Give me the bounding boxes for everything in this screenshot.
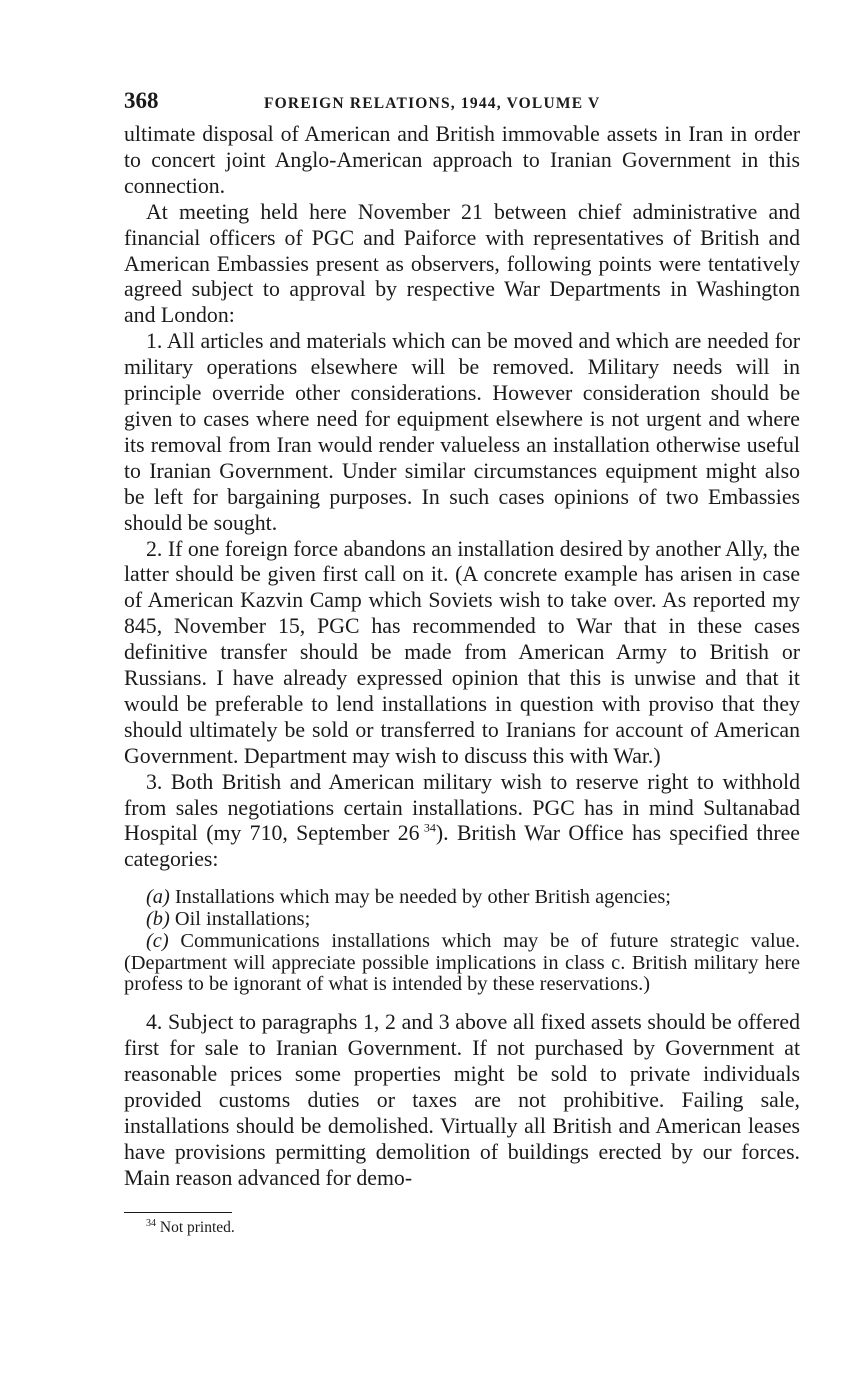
category-label: (a): [146, 886, 170, 909]
category-label: (c): [146, 929, 169, 952]
category-label: (b): [146, 908, 170, 931]
paragraph-point-3: [124, 770, 800, 874]
page-number: 368: [124, 88, 159, 113]
category-list: [124, 887, 800, 996]
footnote-reference: 34: [423, 821, 436, 836]
footnote: [124, 1219, 800, 1237]
category-text: Communications installations which may be of future strategic value. (Department will appreciate possible implications in class c. British military here profess to be ignorant of what is intended by these reservations.): [124, 929, 800, 996]
point-3-text-a: 3. Both British and American military wish to reserve right to withhold from sales negotiations certain installations. PGC has in mind Sultanabad Hospital (my 710, September 26: [124, 769, 800, 846]
footnote-number: 34: [146, 1217, 156, 1229]
paragraph-continuation: ultimate disposal of American and British immovable assets in Iran in order to concert joint Anglo-American approach to Iranian Government in this connection.: [124, 122, 800, 198]
category-text: Oil installations;: [174, 908, 311, 931]
paragraph-point-4: 4. Subject to paragraphs 1, 2 and 3 above all fixed assets should be offered first for sale to Iranian Government. If not purchased by Government at reasonable prices some properties might be sold to private individuals provided customs duties or taxes are not prohibitive. Failing sale, installations should be demolished. Virtually all British and American leases have provisions permitting demolition of buildings erected by our forces. Main reason advanced for demo-: [124, 1010, 800, 1190]
paragraph-meeting: At meeting held here November 21 between chief administrative and financial officers of PGC and Paiforce with representatives of British and American Embassies present as observers, following points were tentatively agreed subject to approval by respective War Departments in Washington and London:: [124, 199, 800, 328]
running-head: [124, 88, 800, 122]
running-title: FOREIGN RELATIONS, 1944, VOLUME V: [264, 95, 601, 112]
footnote-divider: [124, 1212, 232, 1213]
category-item: [124, 909, 800, 931]
category-text: Installations which may be needed by other British agencies;: [174, 886, 671, 909]
paragraph-point-2: 2. If one foreign force abandons an installation desired by another Ally, the latter should be given first call on it. (A concrete example has arisen in case of American Kazvin Camp which Soviets wish to take over. As reported my 845, November 15, PGC has recommended to War that in these cases definitive transfer should be made from American Army to British or Russians. I have already expressed opinion that this is unwise and that it would be preferable to lend installations in question with proviso that they should ultimately be sold or transferred to Iranians for account of American Government. Department may wish to discuss this with War.): [124, 536, 800, 768]
category-item: [124, 887, 800, 909]
point-3-text-b: ). British War Office has specified three categories:: [124, 821, 800, 872]
document-page: [124, 88, 800, 1237]
paragraph-point-1: 1. All articles and materials which can be moved and which are needed for military operations elsewhere will be removed. Military needs will in principle override other considerations. However consideration should be given to cases where need for equipment elsewhere is not urgent and where its removal from Iran would render valueless an installation otherwise useful to Iranian Government. Under similar circumstances equipment might also be left for bargaining purposes. In such cases opinions of two Embassies should be sought.: [124, 329, 800, 535]
footnote-text: Not printed.: [159, 1218, 235, 1236]
category-item: [124, 931, 800, 996]
